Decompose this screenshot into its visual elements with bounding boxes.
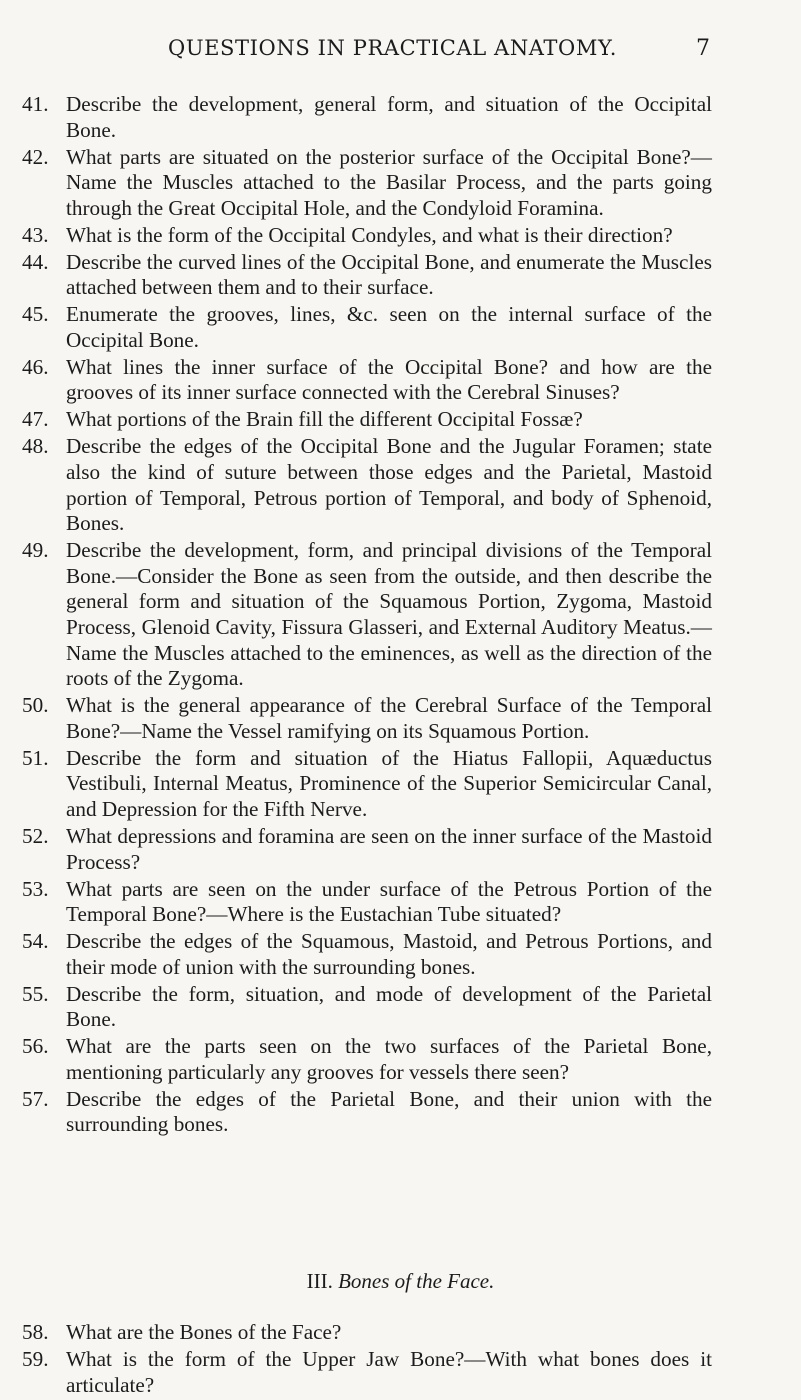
question-text: What parts are seen on the under surface of the Petrous Portion of the Temporal Bone?—Where is the Eustachian Tube situated? [66, 876, 712, 927]
question-56 [22, 1034, 712, 1085]
running-title: QUESTIONS IN PRACTICAL ANATOMY. [168, 36, 617, 60]
question-text: What parts are situated on the posterior surface of the Occipital Bone?—Name the Muscles attached to the Basilar Process, and the parts going through the Great Occipital Hole, and the Condyloid Foramina. [66, 144, 712, 220]
question-number: 46. [22, 354, 49, 379]
question-text: Describe the form, situation, and mode of development of the Parietal Bone. [66, 981, 712, 1032]
question-text: What are the Bones of the Face? [66, 1320, 342, 1344]
question-text: Enumerate the grooves, lines, &c. seen on the internal surface of the Occipital Bone. [66, 302, 712, 352]
question-44 [22, 250, 712, 301]
question-number: 56. [22, 1034, 49, 1059]
question-43 [22, 223, 712, 249]
question-number: 42. [22, 144, 49, 169]
question-45 [22, 302, 712, 353]
question-text: What portions of the Brain fill the different Occipital Fossæ? [66, 407, 583, 432]
question-number: 41. [22, 92, 49, 116]
question-text: Describe the curved lines of the Occipital Bone, and enumerate the Muscles attached between them and to their surface. [66, 249, 712, 300]
question-text: What lines the inner surface of the Occipital Bone? and how are the grooves of its inner surface connected with the Cerebral Sinuses? [66, 354, 712, 405]
question-text: Describe the edges of the Parietal Bone, and their union with the surrounding bones. [66, 1086, 712, 1137]
question-41 [22, 92, 712, 143]
question-42 [22, 145, 712, 222]
question-number: 43. [22, 222, 49, 247]
question-number: 52. [22, 823, 49, 848]
question-55 [22, 982, 712, 1033]
section-heading [0, 1269, 801, 1294]
question-58 [22, 1320, 712, 1346]
question-number: 44. [22, 249, 49, 274]
question-text: Describe the form and situation of the Hiatus Fallopii, Aquæductus Vestibuli, Internal Meatus, Prominence of the Superior Semicircular Canal, and Depression for the Fifth Nerve. [66, 745, 712, 821]
question-48 [22, 434, 712, 536]
page-number: 7 [696, 36, 711, 61]
question-54 [22, 929, 712, 980]
question-59 [22, 1347, 712, 1398]
question-text: What are the parts seen on the two surfaces of the Parietal Bone, mentioning particularly any grooves for vessels there seen? [66, 1034, 712, 1084]
question-47 [22, 407, 712, 433]
question-list-cranium [22, 92, 712, 1139]
question-51 [22, 746, 712, 823]
question-number: 53. [22, 876, 49, 901]
question-text: What is the form of the Occipital Condyles, and what is their direction? [66, 222, 673, 247]
question-52 [22, 824, 712, 875]
question-number: 58. [22, 1320, 49, 1344]
question-number: 57. [22, 1086, 49, 1111]
question-50 [22, 693, 712, 744]
question-number: 49. [22, 538, 49, 563]
question-text: Describe the development, general form, and situation of the Occipital Bone. [66, 92, 712, 142]
question-number: 51. [22, 745, 49, 770]
question-46 [22, 355, 712, 406]
question-number: 50. [22, 693, 49, 718]
question-57 [22, 1087, 712, 1138]
question-number: 48. [22, 434, 49, 459]
question-text: What depressions and foramina are seen on the inner surface of the Mastoid Process? [66, 823, 712, 874]
question-number: 59. [22, 1346, 49, 1371]
question-text: What is the form of the Upper Jaw Bone?—With what bones does it articulate? [66, 1346, 712, 1397]
section-title: Bones of the Face. [338, 1269, 495, 1293]
question-number: 54. [22, 929, 49, 954]
section-numeral: III. [306, 1269, 333, 1293]
question-53 [22, 877, 712, 928]
running-head [168, 36, 728, 60]
question-text: Describe the development, form, and principal divisions of the Temporal Bone.—Consider the Bone as seen from the outside, and then describe the general form and situation of the Squamous Portion, Zygoma, Mastoid Process, Glenoid Cavity, Fissura Glasseri, and External Auditory Meatus.—Name the Muscles attached to the eminences, as well as the direction of the roots of the Zygoma. [66, 538, 712, 691]
question-text: Describe the edges of the Squamous, Mastoid, and Petrous Portions, and their mode of union with the surrounding bones. [66, 929, 712, 979]
question-list-face [22, 1320, 712, 1400]
question-49 [22, 538, 712, 692]
question-text: What is the general appearance of the Cerebral Surface of the Temporal Bone?—Name the Vessel ramifying on its Squamous Portion. [66, 693, 712, 743]
question-number: 55. [22, 981, 49, 1006]
question-text: Describe the edges of the Occipital Bone and the Jugular Foramen; state also the kind of suture between those edges and the Parietal, Mastoid portion of Temporal, Petrous portion of Temporal, and body of Sphenoid, Bones. [66, 434, 712, 536]
question-number: 45. [22, 302, 49, 327]
question-number: 47. [22, 407, 49, 432]
